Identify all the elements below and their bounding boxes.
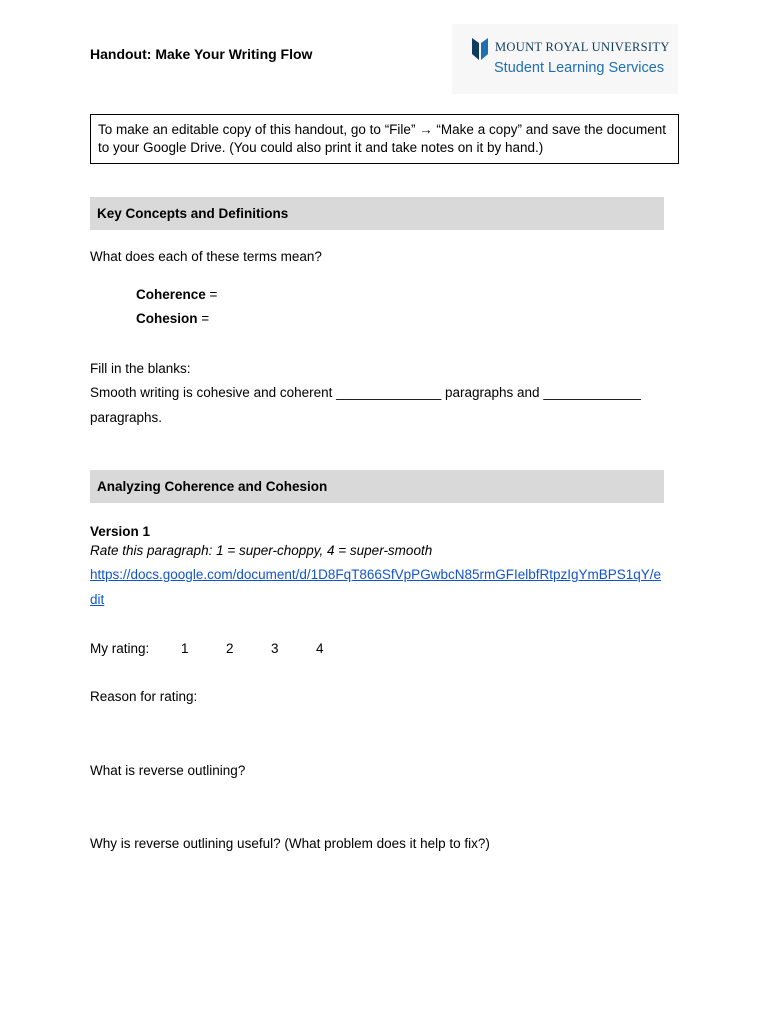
rating-option-2: 2 xyxy=(226,641,234,656)
document-link-continued[interactable]: dit xyxy=(90,592,105,607)
section-heading-label: Analyzing Coherence and Cohesion xyxy=(97,479,328,494)
university-logo xyxy=(452,24,678,94)
fill-blanks-label: Fill in the blanks: xyxy=(90,361,191,376)
document-link[interactable]: https://docs.google.com/document/d/1D8FqT866SfVpPGwbcN85rmGFIelbfRtpzIgYmBPS1qY/e xyxy=(90,567,662,582)
rating-option-4: 4 xyxy=(316,641,324,656)
term-label: Cohesion xyxy=(136,311,198,326)
shield-icon xyxy=(472,38,488,60)
section-heading-key-concepts xyxy=(90,197,664,230)
version-title: Version 1 xyxy=(90,524,151,539)
logo-university-name: MOUNT ROYAL UNIVERSITY xyxy=(495,40,670,54)
term-cohesion xyxy=(136,311,209,326)
rate-prompt: Rate this paragraph: 1 = super-choppy, 4 = super-smooth xyxy=(90,543,433,558)
term-coherence xyxy=(136,287,217,302)
reverse-outlining-question: What is reverse outlining? xyxy=(90,763,246,778)
terms-question: What does each of these terms mean? xyxy=(90,249,322,264)
instruction-box: To make an editable copy of this handout, go to “File” → “Make a copy” and save the document to your Google Drive. (You could also print it and take notes on it by hand.) xyxy=(90,114,679,164)
section-heading-label: Key Concepts and Definitions xyxy=(97,206,289,221)
section-heading-analyzing xyxy=(90,470,664,503)
term-label: Coherence xyxy=(136,287,206,302)
reverse-outlining-usefulness-question: Why is reverse outlining useful? (What problem does it help to fix?) xyxy=(90,836,490,851)
term-suffix: = xyxy=(205,287,218,302)
page-title: Handout: Make Your Writing Flow xyxy=(90,46,313,62)
rating-label: My rating: xyxy=(90,641,150,656)
logo-department-name: Student Learning Services xyxy=(494,60,665,76)
rating-option-1: 1 xyxy=(181,641,189,656)
reason-label: Reason for rating: xyxy=(90,689,198,704)
fill-blanks-sentence-end: paragraphs. xyxy=(90,410,163,425)
rating-option-3: 3 xyxy=(271,641,279,656)
fill-blanks-sentence: Smooth writing is cohesive and coherent ______________ paragraphs and _____________ xyxy=(90,385,641,400)
term-suffix: = xyxy=(197,311,210,326)
